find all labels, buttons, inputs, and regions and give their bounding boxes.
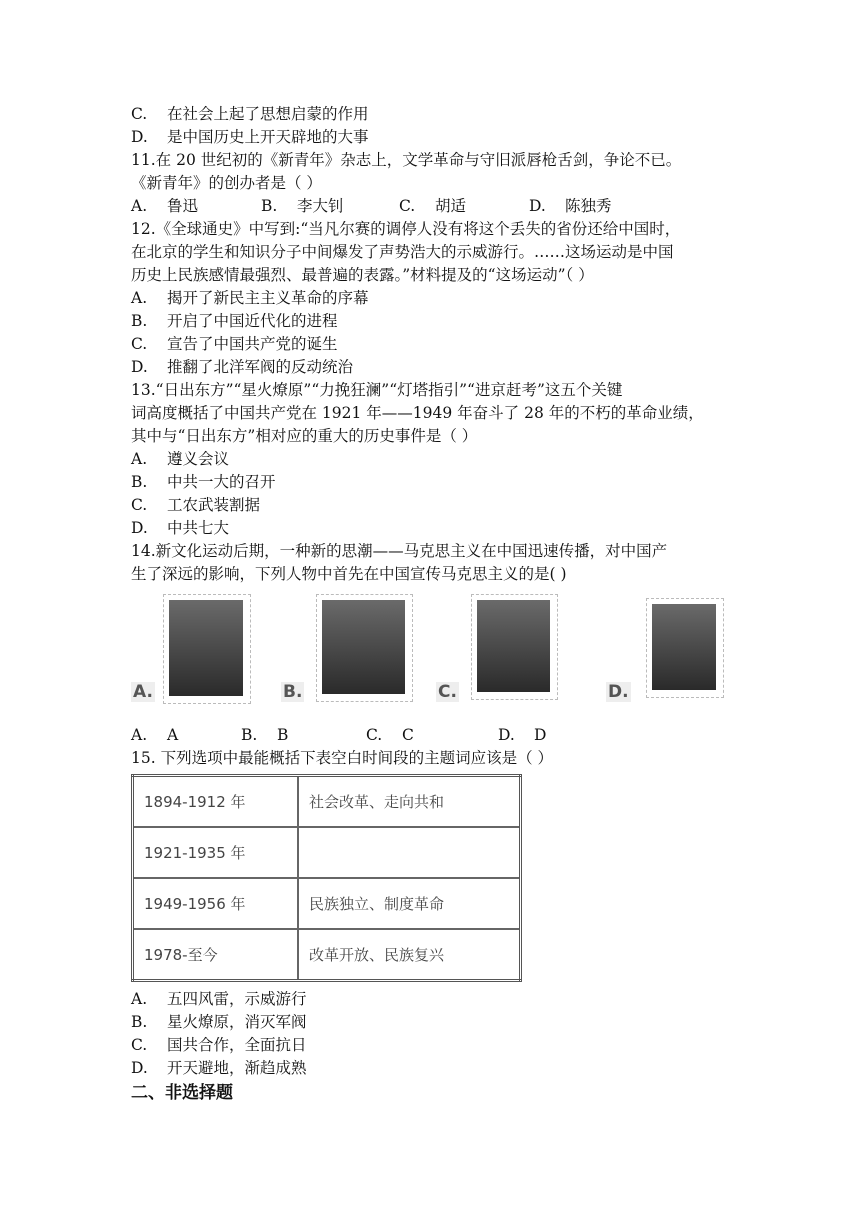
q15-option-d: D. 开天避地，渐趋成熟 bbox=[131, 1059, 307, 1077]
q13-option-d: D. 中共七大 bbox=[131, 519, 230, 537]
table-cell-theme: 改革开放、民族复兴 bbox=[298, 929, 521, 981]
table-cell-theme: 民族独立、制度革命 bbox=[298, 878, 521, 929]
q13-option-b: B. 中共一大的召开 bbox=[131, 473, 276, 491]
table-row bbox=[133, 878, 521, 929]
portrait-a-image bbox=[169, 600, 243, 696]
q12-option-a: A. 揭开了新民主主义革命的序幕 bbox=[131, 289, 369, 307]
portrait-b-image bbox=[322, 600, 405, 694]
table-row bbox=[133, 827, 521, 878]
q14-stem-2: 生了深远的影响，下列人物中首先在中国宣传马克思主义的是( ) bbox=[131, 565, 567, 583]
section-heading: 二、非选择题 bbox=[131, 1083, 233, 1103]
q11-stem-1: 11.在 20 世纪初的《新青年》杂志上，文学革命与守旧派唇枪舌剑，争论不已。 bbox=[131, 151, 682, 169]
q15-table bbox=[131, 774, 522, 982]
option-c: C. 在社会上起了思想启蒙的作用 bbox=[131, 105, 369, 123]
q15-option-c: C. 国共合作，全面抗日 bbox=[131, 1036, 307, 1054]
table-cell-period: 1978-至今 bbox=[133, 929, 299, 981]
table-row bbox=[133, 929, 521, 981]
q12-option-c: C. 宣告了中国共产党的诞生 bbox=[131, 335, 338, 353]
table-cell-period: 1921-1935 年 bbox=[133, 827, 299, 878]
q12-stem-3: 历史上民族感情最强烈、最普遍的表露。”材料提及的“这场运动”（ ） bbox=[131, 266, 594, 284]
table-row bbox=[133, 776, 521, 828]
portrait-a bbox=[131, 594, 256, 706]
q11-options: A. 鲁迅 B. 李大钊 C. 胡适 D. 陈独秀 bbox=[131, 197, 612, 215]
q14-stem-1: 14.新文化运动后期，一种新的思潮——马克思主义在中国迅速传播，对中国产 bbox=[131, 542, 668, 560]
table-cell-theme-blank bbox=[298, 827, 521, 878]
q13-stem-1: 13.“日出东方”“星火燎原”“力挽狂澜”“灯塔指引”“进京赶考”这五个关键 bbox=[131, 381, 623, 399]
portrait-d-image bbox=[652, 604, 716, 690]
exam-page bbox=[131, 103, 731, 1105]
q13-stem-2: 词高度概括了中国共产党在 1921 年——1949 年奋斗了 28 年的不朽的革命业绩， bbox=[131, 404, 704, 422]
table-cell-period: 1949-1956 年 bbox=[133, 878, 299, 929]
table-cell-period: 1894-1912 年 bbox=[133, 776, 299, 828]
q15-stem: 15. 下列选项中最能概括下表空白时间段的主题词应该是（ ） bbox=[131, 749, 554, 767]
portrait-c-image bbox=[477, 600, 550, 692]
q13-option-c: C. 工农武装割据 bbox=[131, 496, 261, 514]
q13-stem-3: 其中与“日出东方”相对应的重大的历史事件是（ ） bbox=[131, 427, 478, 445]
q12-stem-2: 在北京的学生和知识分子中间爆发了声势浩大的示威游行。……这场运动是中国 bbox=[131, 243, 674, 261]
option-d: D. 是中国历史上开天辟地的大事 bbox=[131, 128, 369, 146]
portrait-d-label: D. bbox=[608, 682, 629, 702]
q12-option-d: D. 推翻了北洋军阀的反动统治 bbox=[131, 358, 354, 376]
q15-option-a: A. 五四风雷，示威游行 bbox=[131, 990, 307, 1008]
q13-option-a: A. 遵义会议 bbox=[131, 450, 230, 468]
q12-stem-1: 12.《全球通史》中写到:“当凡尔赛的调停人没有将这个丢失的省份还给中国时， bbox=[131, 220, 681, 238]
portrait-b bbox=[281, 594, 416, 706]
portrait-a-label: A. bbox=[133, 682, 153, 702]
q14-options: A. A B. B C. C D. D bbox=[131, 726, 547, 744]
portrait-b-label: B. bbox=[283, 682, 303, 702]
q11-stem-2: 《新青年》的创办者是（ ） bbox=[131, 174, 322, 192]
q15-option-b: B. 星火燎原，消灭军阀 bbox=[131, 1013, 307, 1031]
portrait-c-label: C. bbox=[438, 682, 457, 702]
portrait-d bbox=[606, 594, 731, 706]
table-cell-theme: 社会改革、走向共和 bbox=[298, 776, 521, 828]
portrait-c bbox=[436, 594, 566, 706]
q12-option-b: B. 开启了中国近代化的进程 bbox=[131, 312, 338, 330]
q14-portraits bbox=[131, 594, 731, 724]
